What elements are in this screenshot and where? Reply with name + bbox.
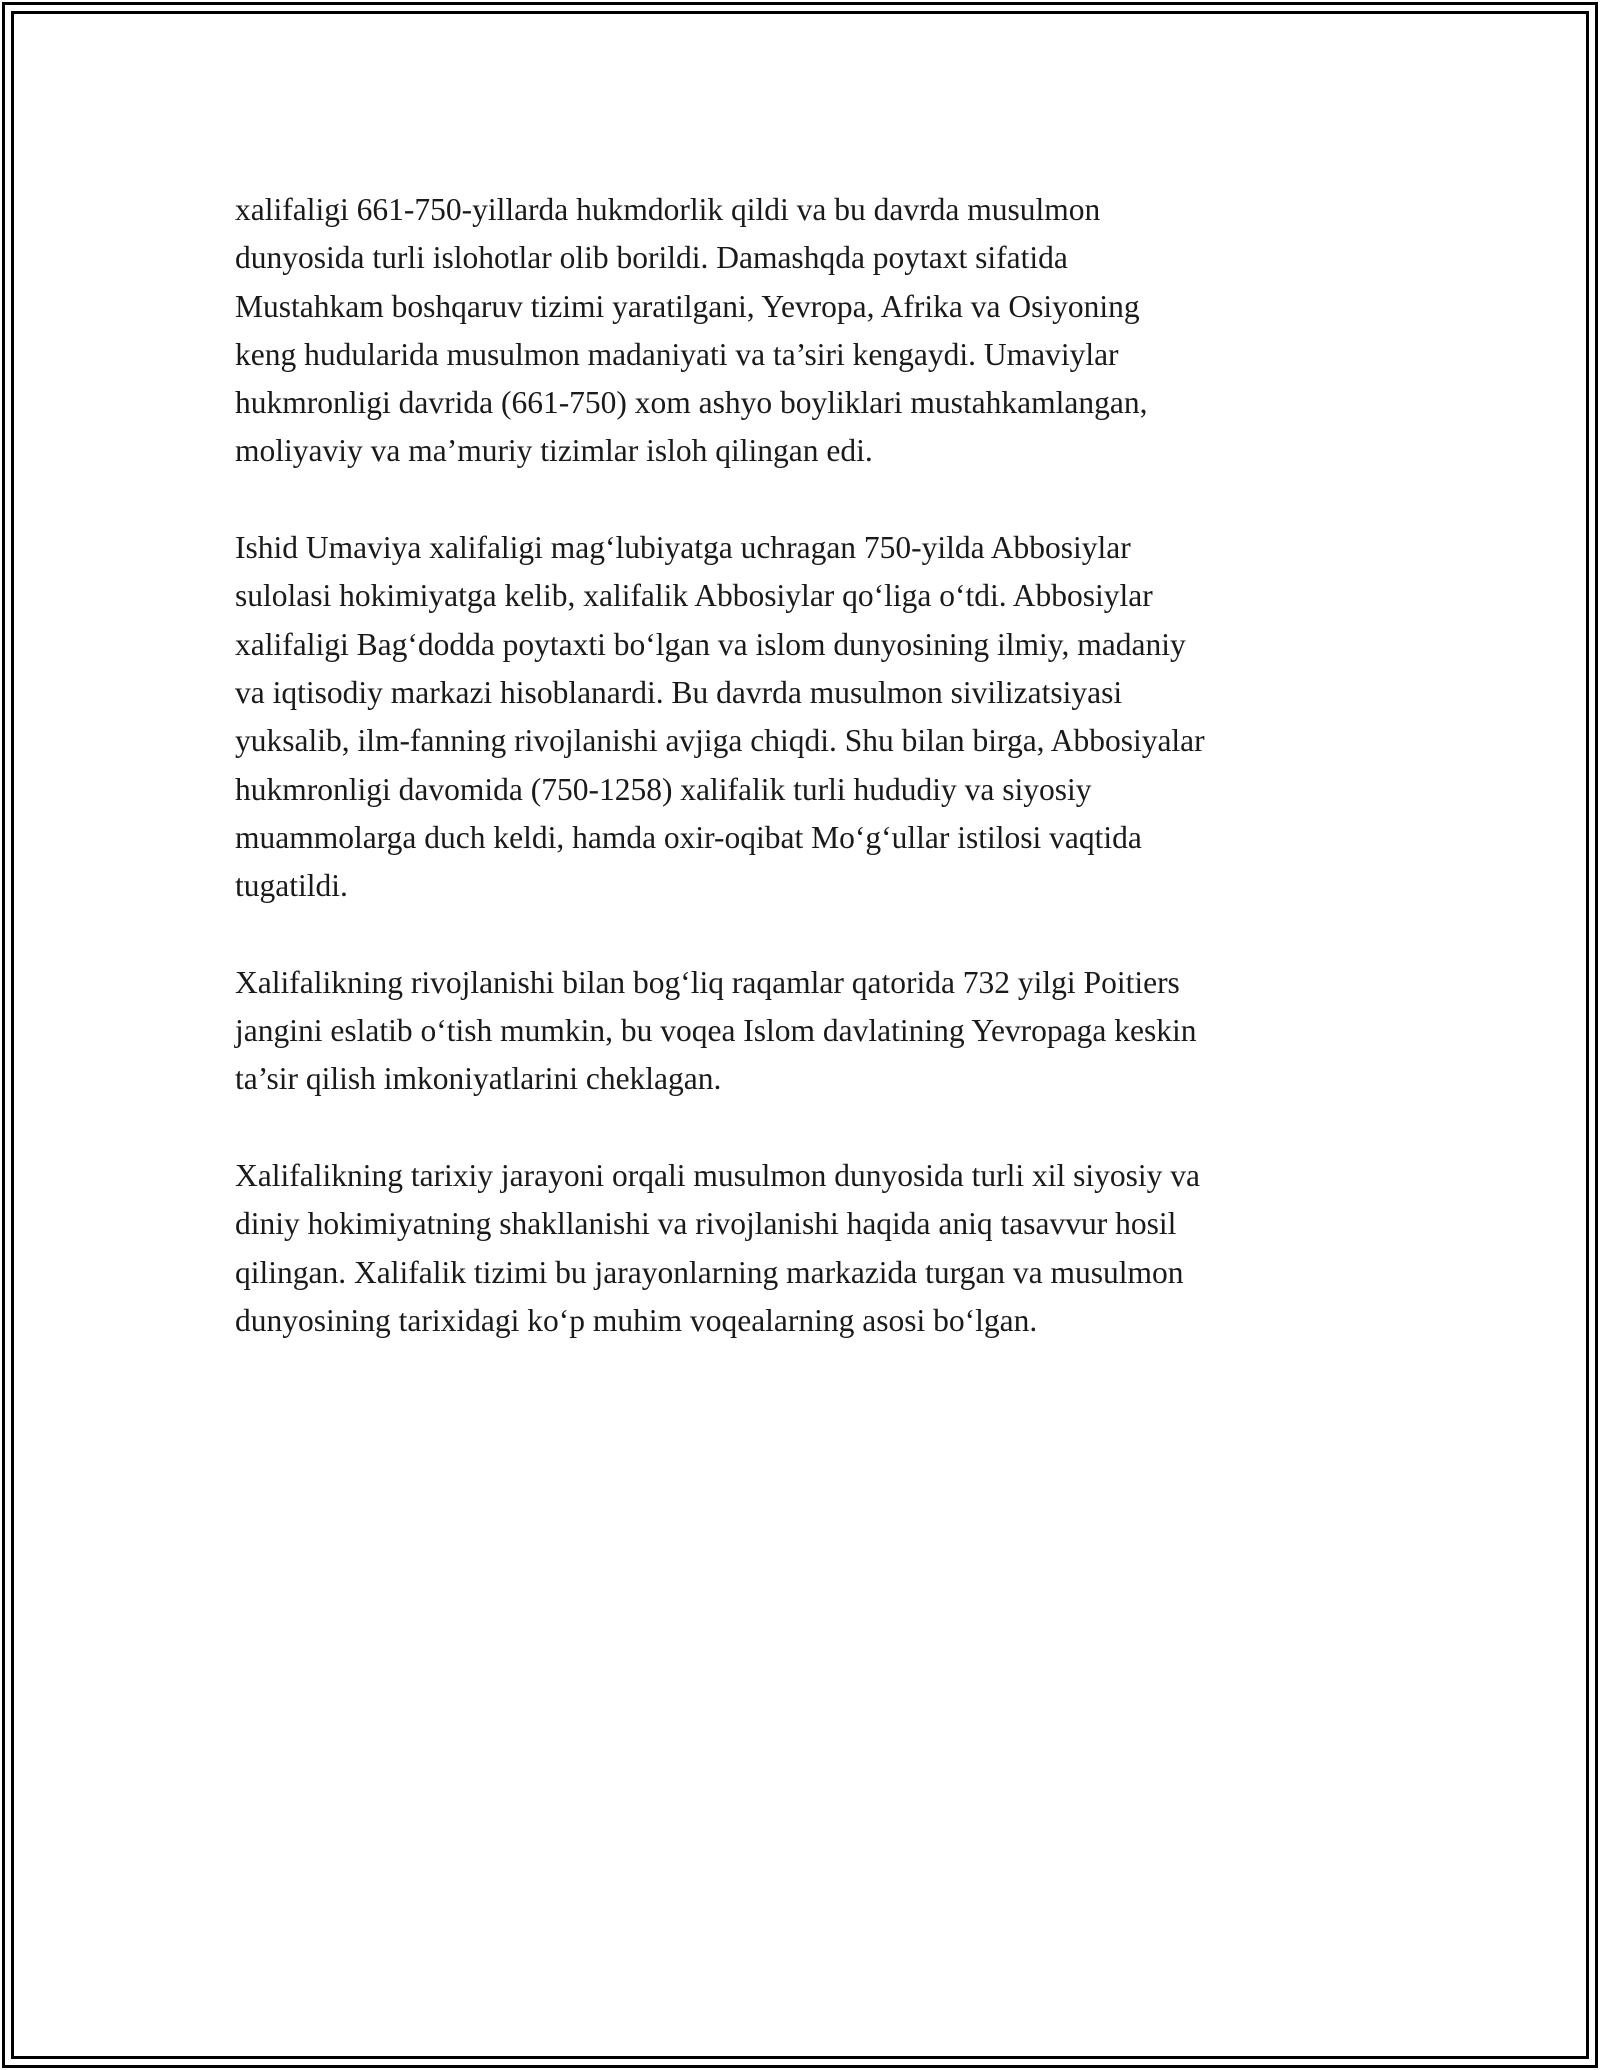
paragraph-conclusion [235, 1152, 1375, 1345]
text-line: tugatildi. [235, 868, 348, 904]
text-line: dunyosida turli islohotlar olib borildi. Damashqda poytaxt sifatida [235, 240, 1068, 276]
text-line: va iqtisodiy markazi hisoblanardi. Bu davrda musulmon sivilizatsiyasi [235, 674, 1123, 710]
text-line: hukmronligi davrida (661-750) xom ashyo boyliklari mustahkamlangan, [235, 385, 1148, 421]
text-line: xalifaligi Bag‘dodda poytaxti bo‘lgan va islom dunyosining ilmiy, madaniy [235, 626, 1186, 662]
text-line: diniy hokimiyatning shakllanishi va rivojlanishi haqida aniq tasavvur hosil [235, 1206, 1177, 1242]
document-body [235, 186, 1375, 1393]
text-line: dunyosining tarixidagi ko‘p muhim voqealarning asosi bo‘lgan. [235, 1302, 1038, 1338]
text-line: Mustahkam boshqaruv tizimi yaratilgani, Yevropa, Afrika va Osiyoning [235, 288, 1140, 324]
text-line: Xalifalikning tarixiy jarayoni orqali musulmon dunyosida turli xil siyosiy va [235, 1157, 1200, 1193]
text-line: hukmronligi davomida (750-1258) xalifalik turli hududiy va siyosiy [235, 771, 1092, 807]
text-line: keng hudularida musulmon madaniyati va ta’siri kengaydi. Umaviylar [235, 336, 1119, 372]
text-line: Ishid Umaviya xalifaligi mag‘lubiyatga uchragan 750-yilda Abbosiylar [235, 530, 1131, 566]
text-line: yuksalib, ilm-fanning rivojlanishi avjiga chiqdi. Shu bilan birga, Abbosiyalar [235, 723, 1205, 759]
text-line: xalifaligi 661-750-yillarda hukmdorlik qildi va bu davrda musulmon [235, 192, 1101, 227]
paragraph-poitiers [235, 959, 1375, 1104]
paragraph-umaviylar [235, 186, 1375, 476]
text-line: sulolasi hokimiyatga kelib, xalifalik Abbosiylar qo‘liga o‘tdi. Abbosiylar [235, 578, 1153, 614]
paragraph-abbosiylar [235, 524, 1375, 910]
text-line: jangini eslatib o‘tish mumkin, bu voqea Islom davlatining Yevropaga keskin [235, 1013, 1197, 1049]
text-line: ta’sir qilish imkoniyatlarini cheklagan. [235, 1061, 722, 1097]
text-line: muammolarga duch keldi, hamda oxir-oqibat Mo‘g‘ullar istilosi vaqtida [235, 819, 1142, 855]
text-line: qilingan. Xalifalik tizimi bu jarayonlarning markazida turgan va musulmon [235, 1254, 1184, 1290]
text-line: moliyaviy va ma’muriy tizimlar isloh qilingan edi. [235, 433, 873, 469]
text-line: Xalifalikning rivojlanishi bilan bog‘liq raqamlar qatorida 732 yilgi Poitiers [235, 964, 1180, 1000]
